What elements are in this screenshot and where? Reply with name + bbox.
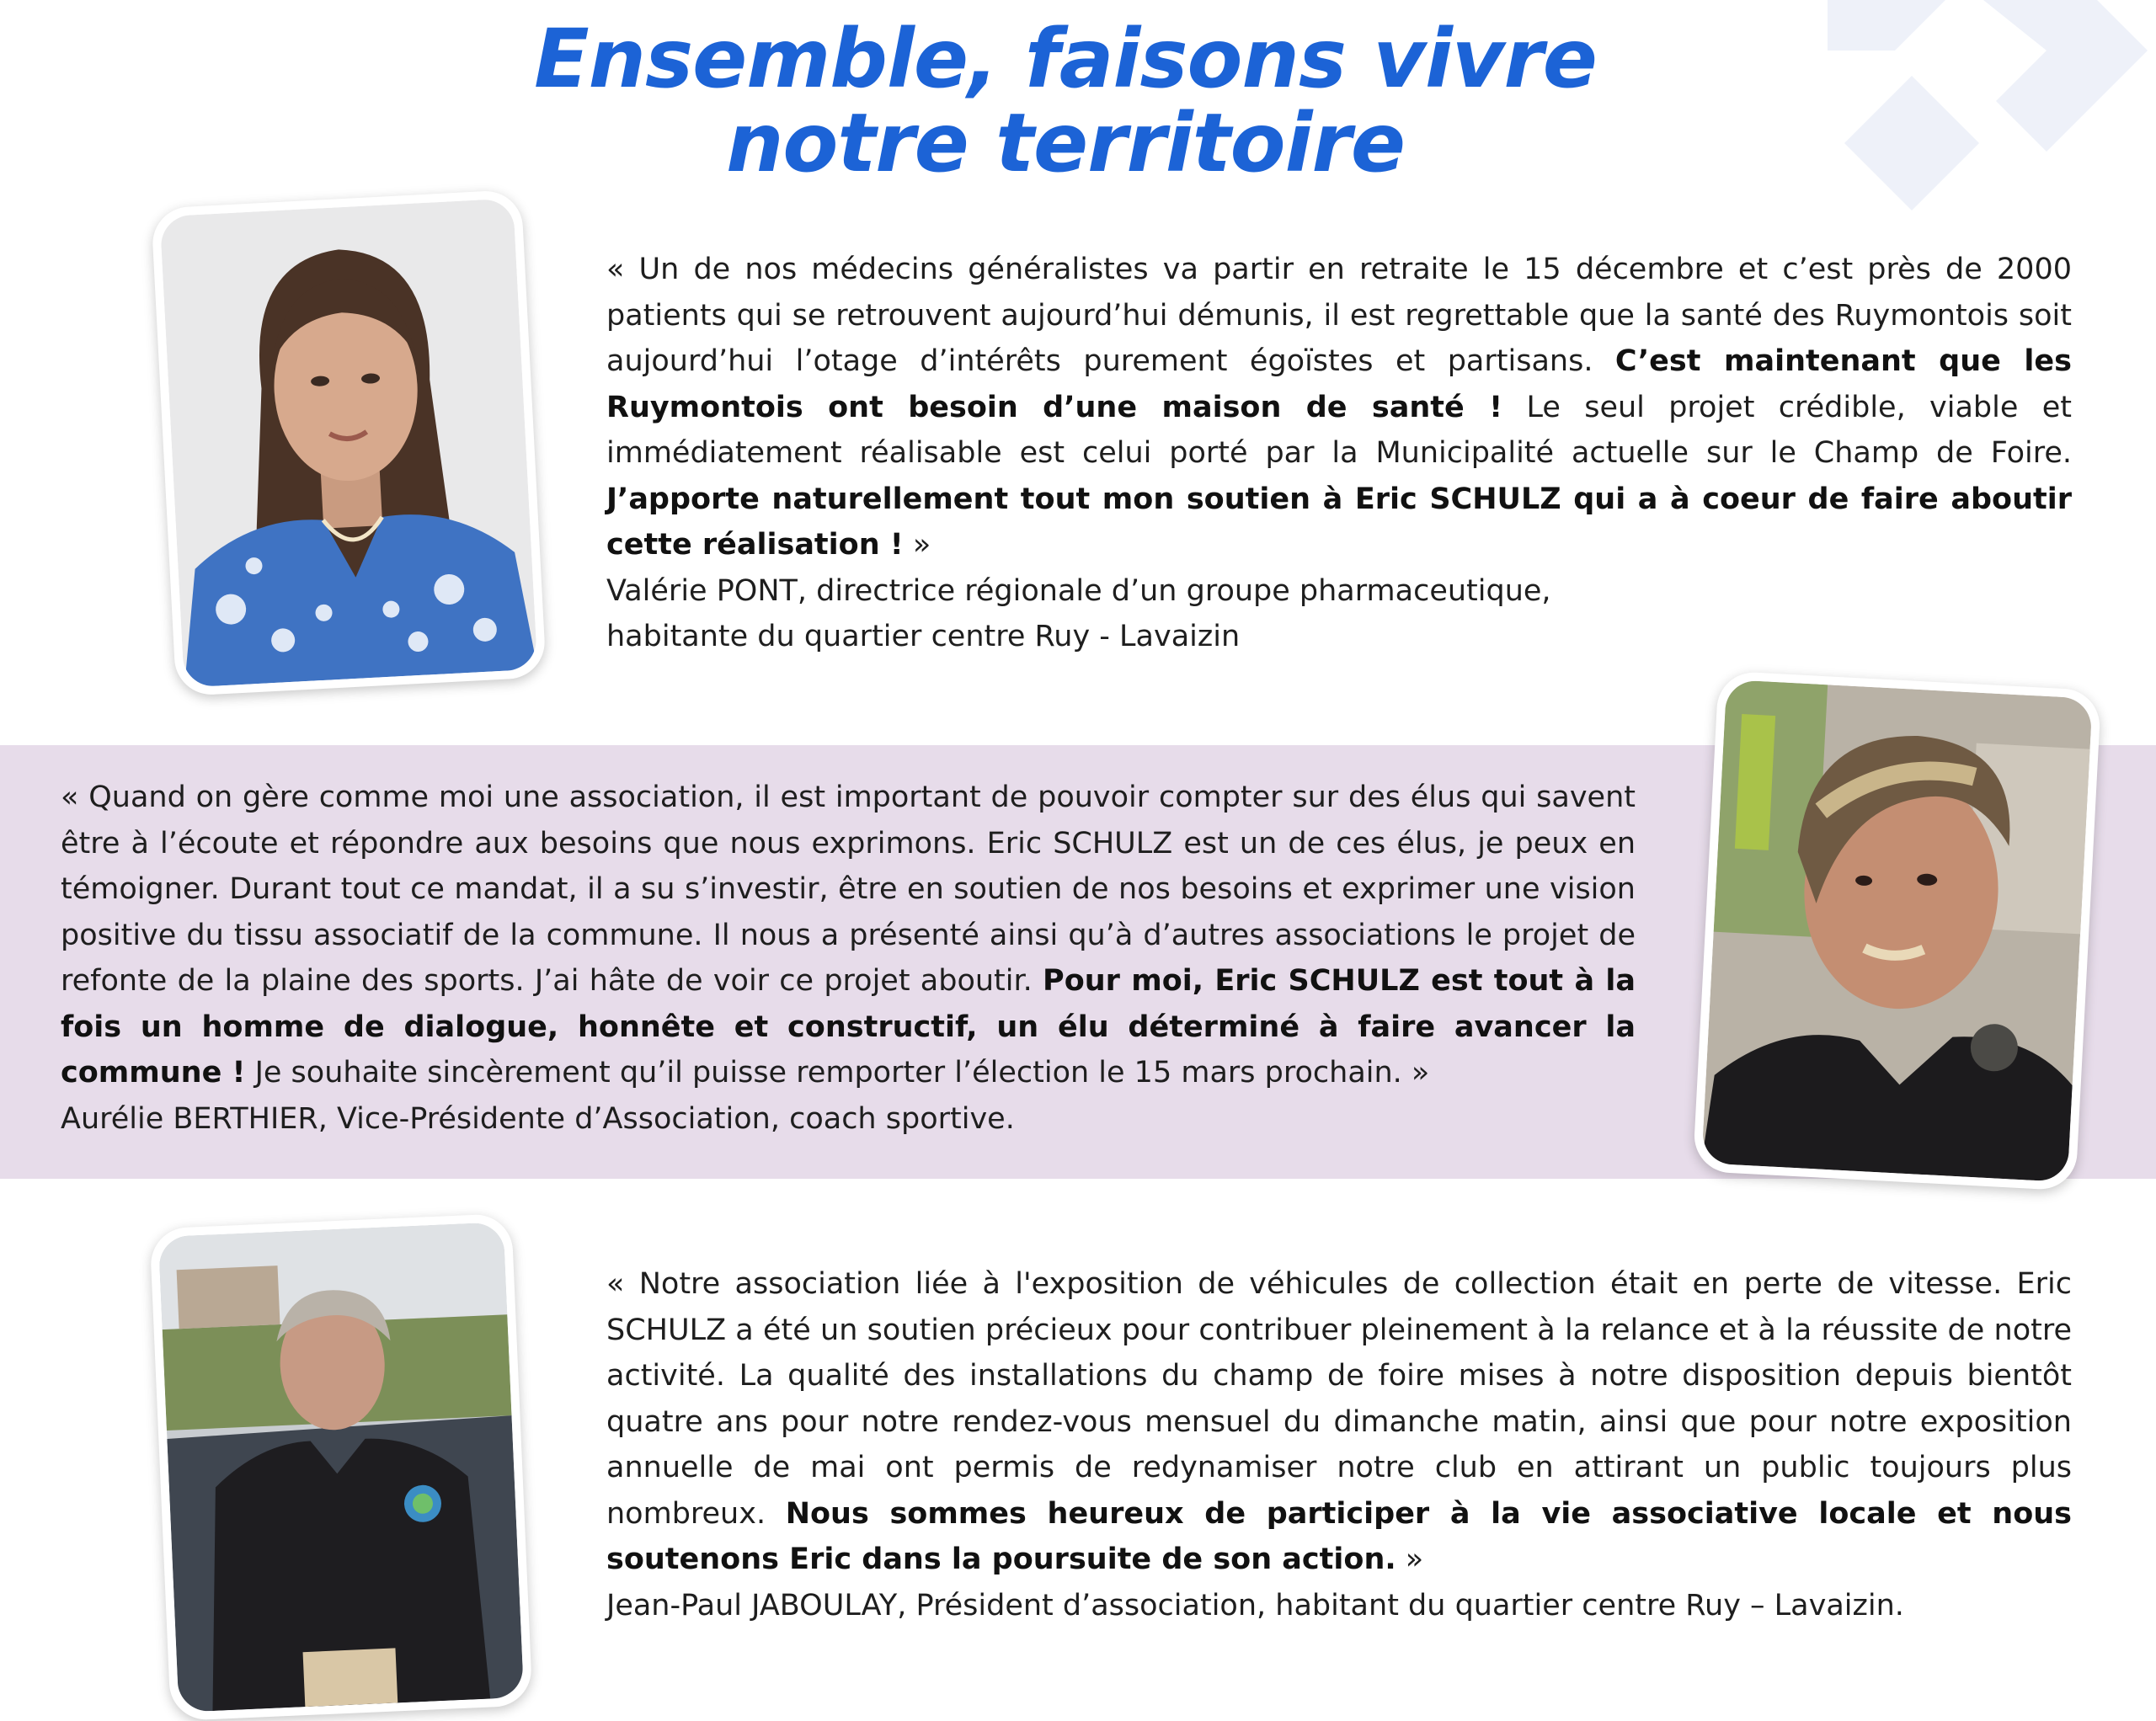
testimonial-1-author: Valérie PONT, directrice régionale d’un groupe pharmaceutique, xyxy=(606,573,1551,608)
testimonial-1 xyxy=(606,247,2072,660)
testimonial-2-text: « Quand on gère comme moi une association, il est important de pouvoir compter sur des élus qui savent être à l’écoute et répondre aux besoins que nous exprimons. Eric SCHULZ est un de ces élus, je peux en témoigner. Durant tout ce mandat, il a su s’investir, être en soutien de nos besoins et exprimer une vision positive du tissu associatif de la commune. Il nous a présenté ainsi qu’à d’autres associations le projet de refonte de la plaine des sports. J’ai hâte de voir ce projet aboutir. xyxy=(61,781,1636,998)
testimonial-3 xyxy=(606,1261,2072,1628)
testimonial-3-author: Jean-Paul JABOULAY, Président d’association, habitant du quartier centre Ruy – Lavaizin. xyxy=(606,1588,1904,1622)
testimonial-2-author: Aurélie BERTHIER, Vice-Présidente d’Association, coach sportive. xyxy=(61,1101,1015,1136)
portrait-photo-valerie xyxy=(151,189,547,696)
title-line-1: Ensemble, faisons vivre xyxy=(534,12,1597,106)
testimonial-1-highlight: C’est maintenant que les Ruymontois ont besoin d’une maison de santé ! xyxy=(606,344,2072,424)
testimonial-1-author-detail: habitante du quartier centre Ruy - Lavaizin xyxy=(606,620,1241,653)
testimonial-3-text: « Notre association liée à l'exposition de véhicules de collection était en perte de vitesse. Eric SCHULZ a été un soutien précieux pour contribuer pleinement à la relance et à la réussite de notre activité. La qualité des installations du champ de foire mises à notre disposition depuis bientôt quatre ans pour notre rendez-vous mensuel du dimanche matin, ainsi que pour notre exposition annuelle de mai ont permis de redynamiser notre club en attirant un public toujours plus nombreux. xyxy=(606,1267,2072,1531)
testimonial-3-closing: » xyxy=(1396,1543,1424,1576)
portrait-photo-jean-paul xyxy=(149,1213,532,1721)
testimonial-1-text-2: Le seul projet crédible, viable et immédiatement réalisable est celui porté par la Municipalité actuelle sur le Champ de Foire. xyxy=(606,390,2072,470)
testimonial-3-highlight: Nous sommes heureux de participer à la vie associative locale et nous soutenons Eric dans la poursuite de son action. xyxy=(606,1496,2072,1576)
title-line-2: notre territoire xyxy=(726,96,1405,190)
testimonial-2-highlight: Pour moi, Eric SCHULZ est tout à la fois un homme de dialogue, honnête et constructif, un élu déterminé à faire avancer la commune ! xyxy=(61,964,1636,1090)
page-title xyxy=(0,12,2131,190)
portrait-photo-aurelie xyxy=(1693,671,2102,1191)
testimonial-2-closing: Je souhaite sincèrement qu’il puisse remporter l’élection le 15 mars prochain. » xyxy=(245,1056,1430,1090)
testimonial-1-closing: » xyxy=(903,528,931,562)
testimonial-1-text: « Un de nos médecins généralistes va partir en retraite le 15 décembre et c’est près de 2000 patients qui se retrouvent aujourd’hui démunis, il est regrettable que la santé des Ruymontois soit aujourd’hui l’otage d’intérêts purement égoïstes et partisans. xyxy=(606,253,2072,378)
testimonial-2 xyxy=(61,775,1636,1142)
testimonial-1-highlight-2: J’apporte naturellement tout mon soutien à Eric SCHULZ qui a à coeur de faire aboutir cette réalisation ! xyxy=(606,482,2072,562)
